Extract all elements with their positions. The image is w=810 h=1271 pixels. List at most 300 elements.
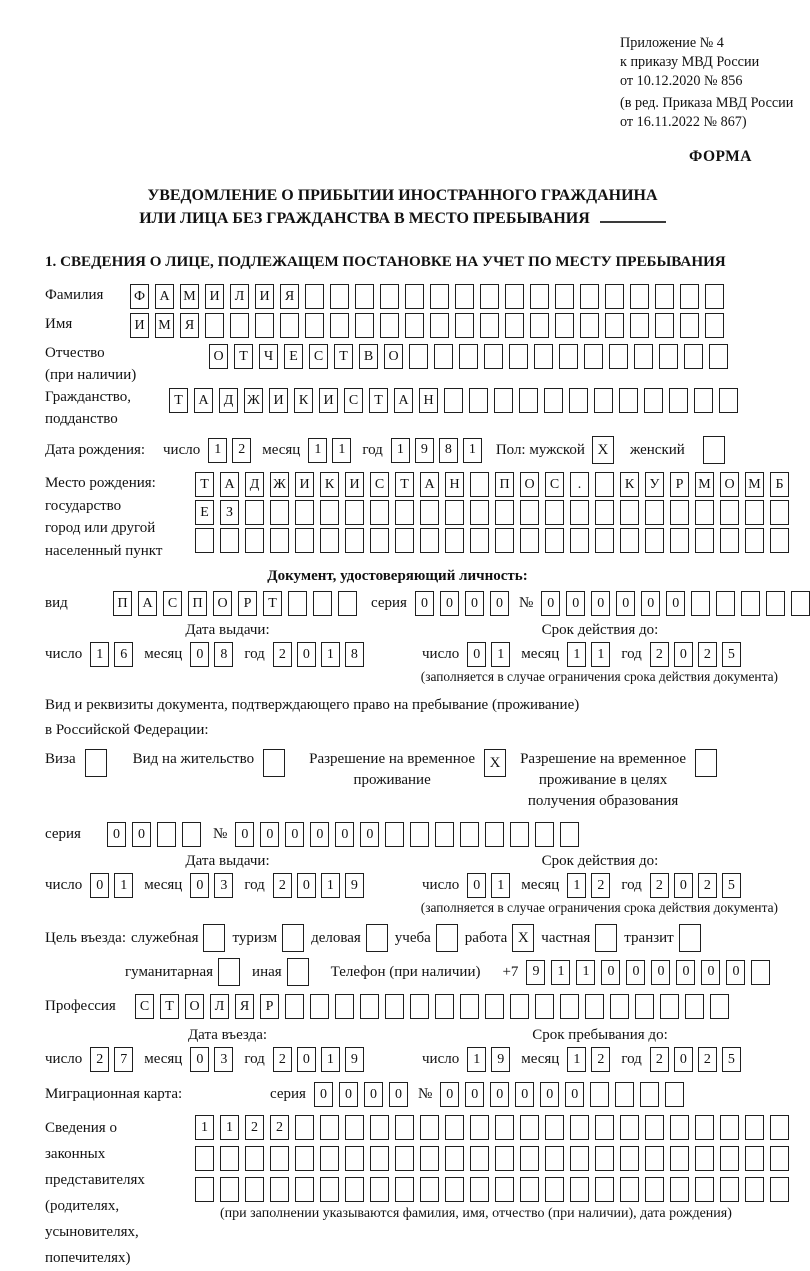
- form-cell: [685, 994, 704, 1019]
- form-cell: П: [113, 591, 132, 616]
- doc-expiry-date-cells: [422, 642, 741, 667]
- form-cell: [694, 388, 713, 413]
- form-title-line2-text: ИЛИ ЛИЦА БЕЗ ГРАЖДАНСТВА В МЕСТО ПРЕБЫВАНИЯ: [139, 210, 590, 227]
- form-cell: 1: [576, 960, 595, 985]
- form-cell: О: [185, 994, 204, 1019]
- form-cell: 0: [540, 1082, 559, 1107]
- date-part-label: месяц: [144, 1051, 183, 1067]
- purpose-item-label: туризм: [232, 929, 278, 946]
- doc-number-label: №: [518, 595, 534, 611]
- option-temp-residence: [309, 749, 506, 791]
- form-cell: [545, 1146, 564, 1171]
- residence-doc-dates: [45, 853, 790, 898]
- representatives-label-line: Сведения о: [45, 1120, 117, 1136]
- form-cell: [220, 1177, 239, 1202]
- form-cell: 0: [666, 591, 685, 616]
- representatives-row2: [195, 1146, 789, 1171]
- date-cell: 2: [650, 873, 669, 898]
- date-cell: 8: [439, 438, 458, 463]
- form-cell: 1: [220, 1115, 239, 1140]
- form-cell: М: [695, 472, 714, 497]
- form-cell: [495, 500, 514, 525]
- date-cell: 0: [297, 1047, 316, 1072]
- form-cell: 0: [314, 1082, 333, 1107]
- residence-series-cells: [107, 822, 201, 847]
- purpose-other-checkbox: [287, 958, 309, 986]
- form-cell: [635, 994, 654, 1019]
- form-cell: [245, 1146, 264, 1171]
- date-cell: 1: [114, 873, 133, 898]
- form-cell: [745, 1115, 764, 1140]
- form-cell: [495, 1115, 514, 1140]
- form-cell: Д: [219, 388, 238, 413]
- profession-label: Профессия: [45, 998, 116, 1014]
- form-cell: [640, 1082, 659, 1107]
- form-cell: [766, 591, 785, 616]
- form-cell: [634, 344, 653, 369]
- form-cell: [535, 822, 554, 847]
- section1-heading: 1. СВЕДЕНИЯ О ЛИЦЕ, ПОДЛЕЖАЩЕМ ПОСТАНОВКЕ НА УЧЕТ ПО МЕСТУ ПРЕБЫВАНИЯ: [45, 254, 726, 270]
- form-cell: [370, 528, 389, 553]
- form-cell: [745, 528, 764, 553]
- gender-female-checkbox: [703, 436, 725, 464]
- form-cell: [470, 1177, 489, 1202]
- date-part-label: месяц: [144, 877, 183, 893]
- patronymic-label: [45, 342, 209, 386]
- form-cell: [245, 500, 264, 525]
- form-cell: [519, 388, 538, 413]
- date-cell: 0: [674, 1047, 693, 1072]
- form-cell: [545, 500, 564, 525]
- field-profession: [45, 994, 790, 1019]
- date-cell: 0: [190, 1047, 209, 1072]
- date-cell: 1: [491, 642, 510, 667]
- form-cell: [665, 1082, 684, 1107]
- purpose-tourism-checkbox: [282, 924, 304, 952]
- doc-expiry-note: (заполняется в случае ограничения срока действия документа): [420, 669, 778, 684]
- date-cell: 1: [591, 642, 610, 667]
- form-cell: [530, 313, 549, 338]
- form-cell: [741, 591, 760, 616]
- option-temp-residence-label: проживание: [353, 772, 431, 788]
- date-cell: 0: [674, 873, 693, 898]
- form-cell: [555, 313, 574, 338]
- form-cell: [570, 500, 589, 525]
- date-part-label: месяц: [521, 646, 560, 662]
- purpose-item-label: частная: [541, 929, 591, 946]
- form-cell: [645, 528, 664, 553]
- doc-expiry-date-label: Срок действия до:: [541, 622, 659, 638]
- residence-permit-options: [45, 749, 790, 812]
- form-cell: А: [220, 472, 239, 497]
- date-cell: 1: [208, 438, 227, 463]
- form-cell: О: [720, 472, 739, 497]
- form-cell: Т: [263, 591, 282, 616]
- form-cell: 9: [526, 960, 545, 985]
- residence-doc-intro: [45, 693, 790, 743]
- form-cell: П: [495, 472, 514, 497]
- purpose-item-other: [252, 958, 309, 986]
- form-cell: [470, 1146, 489, 1171]
- residence-issue-date-cells: [45, 873, 364, 898]
- birth-place-row3: [195, 528, 789, 553]
- form-cell: [630, 284, 649, 309]
- date-part-label: число: [45, 1051, 83, 1067]
- gender-female-label: женский: [629, 441, 685, 458]
- form-cell: [205, 313, 224, 338]
- doc-type-cells: [113, 591, 357, 616]
- form-cell: [295, 1177, 314, 1202]
- date-cell: 9: [345, 873, 364, 898]
- form-cell: [620, 500, 639, 525]
- form-cell: [485, 822, 504, 847]
- phone-cells: [526, 960, 770, 985]
- date-part-label: год: [362, 441, 383, 458]
- form-cell: [345, 1115, 364, 1140]
- residence-series-label: серия: [45, 826, 81, 842]
- purpose-item-label: служебная: [130, 929, 199, 946]
- gender-male-label: Пол: мужской: [495, 441, 585, 458]
- form-cell: 0: [389, 1082, 408, 1107]
- form-cell: [305, 313, 324, 338]
- date-cell: 1: [567, 642, 586, 667]
- residence-issue-date-label: Дата выдачи:: [185, 853, 270, 869]
- date-cell: 1: [391, 438, 410, 463]
- phone-prefix: +7: [502, 963, 519, 980]
- form-cell: [619, 388, 638, 413]
- form-cell: [320, 1177, 339, 1202]
- date-cell: 2: [273, 1047, 292, 1072]
- residence-number-label: №: [213, 826, 228, 842]
- date-cell: 2: [273, 642, 292, 667]
- form-cell: [313, 591, 332, 616]
- date-cell: 1: [308, 438, 327, 463]
- surname-cells: [130, 284, 724, 309]
- form-cell: [295, 1115, 314, 1140]
- field-birth-date: [45, 436, 790, 464]
- residence-doc-intro-line2: в Российской Федерации:: [45, 722, 209, 738]
- residence-expiry-date-cells: [422, 873, 741, 898]
- form-cell: [534, 344, 553, 369]
- form-cell: [745, 1146, 764, 1171]
- form-cell: [510, 994, 529, 1019]
- form-cell: Ж: [244, 388, 263, 413]
- form-cell: Е: [195, 500, 214, 525]
- form-cell: Р: [670, 472, 689, 497]
- form-cell: [791, 591, 810, 616]
- form-cell: [555, 284, 574, 309]
- form-cell: [295, 1146, 314, 1171]
- date-part-label: месяц: [144, 646, 183, 662]
- form-cell: 0: [107, 822, 126, 847]
- form-cell: 2: [245, 1115, 264, 1140]
- doc-series-label: серия: [371, 595, 407, 611]
- form-cell: [470, 1115, 489, 1140]
- form-cell: 0: [364, 1082, 383, 1107]
- representatives-label-line: законных: [45, 1146, 106, 1162]
- form-cell: [680, 313, 699, 338]
- form-cell: 0: [701, 960, 720, 985]
- form-cell: [710, 994, 729, 1019]
- form-cell: О: [209, 344, 228, 369]
- doc-issue-date-label: Дата выдачи:: [185, 622, 270, 638]
- form-cell: [245, 528, 264, 553]
- form-cell: [494, 388, 513, 413]
- form-cell: [495, 1177, 514, 1202]
- form-cell: Р: [238, 591, 257, 616]
- form-cell: [288, 591, 307, 616]
- purpose-item-tourism: [232, 924, 304, 952]
- purpose-item-label: работа: [464, 929, 508, 946]
- date-cell: 9: [345, 1047, 364, 1072]
- form-cell: А: [420, 472, 439, 497]
- form-cell: 0: [601, 960, 620, 985]
- form-cell: А: [138, 591, 157, 616]
- form-cell: [770, 1115, 789, 1140]
- purpose-item-official: [131, 924, 226, 952]
- identity-doc-heading: Документ, удостоверяющий личность:: [267, 568, 528, 584]
- name-cells: [130, 313, 724, 338]
- birth-date-cells: [163, 438, 482, 463]
- form-cell: Ж: [270, 472, 289, 497]
- form-cell: [590, 1082, 609, 1107]
- form-cell: [338, 591, 357, 616]
- form-cell: 0: [339, 1082, 358, 1107]
- birth-date-label: Дата рождения:: [45, 441, 146, 458]
- form-cell: [680, 284, 699, 309]
- form-cell: А: [194, 388, 213, 413]
- form-cell: Б: [770, 472, 789, 497]
- form-cell: [455, 313, 474, 338]
- form-cell: [645, 1146, 664, 1171]
- migration-number-label: №: [417, 1086, 433, 1102]
- form-cell: [560, 994, 579, 1019]
- form-cell: [305, 284, 324, 309]
- form-cell: [595, 472, 614, 497]
- purpose-item-private: [541, 924, 617, 952]
- form-cell: 0: [490, 1082, 509, 1107]
- appendix-block: [620, 34, 794, 132]
- form-cell: [570, 1146, 589, 1171]
- purpose-private-checkbox: [595, 924, 617, 952]
- form-cell: 0: [285, 822, 304, 847]
- form-cell: 1: [195, 1115, 214, 1140]
- form-cell: [280, 313, 299, 338]
- form-cell: О: [520, 472, 539, 497]
- form-cell: Т: [334, 344, 353, 369]
- form-cell: [270, 528, 289, 553]
- date-part-label: число: [422, 646, 460, 662]
- field-surname: [45, 284, 790, 309]
- date-cell: 5: [722, 873, 741, 898]
- form-cell: 0: [616, 591, 635, 616]
- form-cell: [355, 313, 374, 338]
- form-cell: [705, 284, 724, 309]
- form-cell: А: [394, 388, 413, 413]
- form-cell: [670, 1146, 689, 1171]
- date-cell: 2: [273, 873, 292, 898]
- form-cell: [380, 284, 399, 309]
- date-part-label: год: [244, 1051, 265, 1067]
- birth-place-label-line: Место рождения:: [45, 475, 156, 491]
- form-cell: [320, 1115, 339, 1140]
- form-cell: [420, 1177, 439, 1202]
- option-visa-label: Виза: [45, 751, 76, 767]
- form-cell: [195, 1177, 214, 1202]
- form-cell: [335, 994, 354, 1019]
- form-cell: [245, 1177, 264, 1202]
- date-cell: 5: [722, 642, 741, 667]
- date-cell: 2: [591, 873, 610, 898]
- form-cell: [320, 500, 339, 525]
- purpose-item-business: [311, 924, 388, 952]
- form-cell: [195, 528, 214, 553]
- date-cell: 2: [650, 642, 669, 667]
- form-cell: [716, 591, 735, 616]
- form-cell: [570, 1115, 589, 1140]
- purpose-item-humanitarian: [125, 958, 240, 986]
- form-cell: [270, 500, 289, 525]
- form-cell: 0: [335, 822, 354, 847]
- form-cell: 0: [440, 591, 459, 616]
- form-cell: Я: [180, 313, 199, 338]
- form-cell: М: [180, 284, 199, 309]
- surname-label: Фамилия: [45, 287, 104, 303]
- form-cell: [705, 313, 724, 338]
- form-cell: 0: [490, 591, 509, 616]
- form-cell: [195, 1146, 214, 1171]
- form-cell: Я: [280, 284, 299, 309]
- form-cell: И: [205, 284, 224, 309]
- form-cell: [620, 1177, 639, 1202]
- purpose-work-checkbox: X: [512, 924, 534, 952]
- form-cell: 0: [641, 591, 660, 616]
- appendix-line: от 10.12.2020 № 856: [620, 73, 743, 89]
- form-cell: Н: [445, 472, 464, 497]
- option-temp-residence-label: Разрешение на временное: [309, 751, 476, 767]
- form-cell: [410, 822, 429, 847]
- form-cell: [585, 994, 604, 1019]
- representatives-label-line: попечителях): [45, 1250, 131, 1266]
- form-cell: [434, 344, 453, 369]
- form-cell: [505, 284, 524, 309]
- form-cell: И: [319, 388, 338, 413]
- option-temp-residence-education: [520, 749, 717, 812]
- form-cell: 0: [626, 960, 645, 985]
- form-cell: [320, 528, 339, 553]
- form-cell: .: [570, 472, 589, 497]
- form-cell: [255, 313, 274, 338]
- form-cell: С: [309, 344, 328, 369]
- residence-doc-intro-line1: Вид и реквизиты документа, подтверждающего право на пребывание (проживание): [45, 697, 580, 713]
- form-cell: [770, 1146, 789, 1171]
- field-name: [45, 313, 790, 338]
- form-title-line1: УВЕДОМЛЕНИЕ О ПРИБЫТИИ ИНОСТРАННОГО ГРАЖДАНИНА: [147, 187, 658, 204]
- form-cell: [719, 388, 738, 413]
- birth-place-rows: [195, 472, 789, 562]
- option-temp-residence-checkbox: X: [484, 749, 506, 777]
- date-cell: 1: [491, 873, 510, 898]
- form-cell: [610, 994, 629, 1019]
- form-cell: [620, 528, 639, 553]
- form-cell: П: [188, 591, 207, 616]
- form-cell: [395, 528, 414, 553]
- phone-label: Телефон (при наличии): [330, 963, 481, 980]
- form-cell: М: [745, 472, 764, 497]
- date-cell: 1: [332, 438, 351, 463]
- option-visa-checkbox: [85, 749, 107, 777]
- form-cell: [220, 1146, 239, 1171]
- purpose-label: Цель въезда:: [45, 929, 126, 946]
- purpose-item-label: учеба: [394, 929, 431, 946]
- profession-cells: [135, 994, 729, 1019]
- form-cell: [770, 1177, 789, 1202]
- form-cell: [345, 500, 364, 525]
- migration-series-label: серия: [270, 1086, 306, 1102]
- form-cell: [570, 528, 589, 553]
- form-cell: [545, 1177, 564, 1202]
- date-part-label: год: [621, 1051, 642, 1067]
- form-cell: 0: [676, 960, 695, 985]
- date-cell: 2: [232, 438, 251, 463]
- form-cell: [630, 313, 649, 338]
- option-temp-residence-education-label: Разрешение на временное: [520, 751, 687, 767]
- form-cell: [385, 822, 404, 847]
- purpose-study-checkbox: [436, 924, 458, 952]
- form-cell: [445, 1146, 464, 1171]
- date-cell: 1: [567, 873, 586, 898]
- doc-series-cells: [415, 591, 509, 616]
- form-cell: [670, 528, 689, 553]
- patronymic-label-line2: (при наличии): [45, 367, 137, 383]
- date-part-label: число: [163, 441, 201, 458]
- form-cell: [444, 388, 463, 413]
- date-cell: 5: [722, 1047, 741, 1072]
- option-temp-residence-education-label: проживание в целях: [538, 772, 668, 788]
- amendment-line: от 16.11.2022 № 867): [620, 114, 747, 130]
- date-part-label: число: [45, 877, 83, 893]
- form-cell: [595, 528, 614, 553]
- form-cell: [645, 1177, 664, 1202]
- patronymic-cells: [209, 344, 728, 369]
- form-cell: [445, 500, 464, 525]
- form-cell: [695, 500, 714, 525]
- option-residence-permit: [133, 749, 285, 777]
- purpose-row1: [45, 924, 790, 952]
- identity-doc-dates: [45, 622, 790, 667]
- date-part-label: год: [621, 877, 642, 893]
- form-cell: [720, 528, 739, 553]
- form-cell: [530, 284, 549, 309]
- form-cell: У: [645, 472, 664, 497]
- field-citizenship: [45, 386, 790, 430]
- form-cell: [720, 1146, 739, 1171]
- date-cell: 2: [698, 873, 717, 898]
- field-birth-place: [45, 472, 790, 562]
- form-cell: [469, 388, 488, 413]
- purpose-humanitarian-checkbox: [218, 958, 240, 986]
- form-cell: 0: [541, 591, 560, 616]
- form-cell: [615, 1082, 634, 1107]
- form-cell: [605, 284, 624, 309]
- date-cell: 1: [321, 1047, 340, 1072]
- form-cell: 0: [565, 1082, 584, 1107]
- date-part-label: число: [422, 1051, 460, 1067]
- form-cell: [420, 1115, 439, 1140]
- form-cell: Р: [260, 994, 279, 1019]
- form-cell: 0: [360, 822, 379, 847]
- date-cell: 0: [190, 873, 209, 898]
